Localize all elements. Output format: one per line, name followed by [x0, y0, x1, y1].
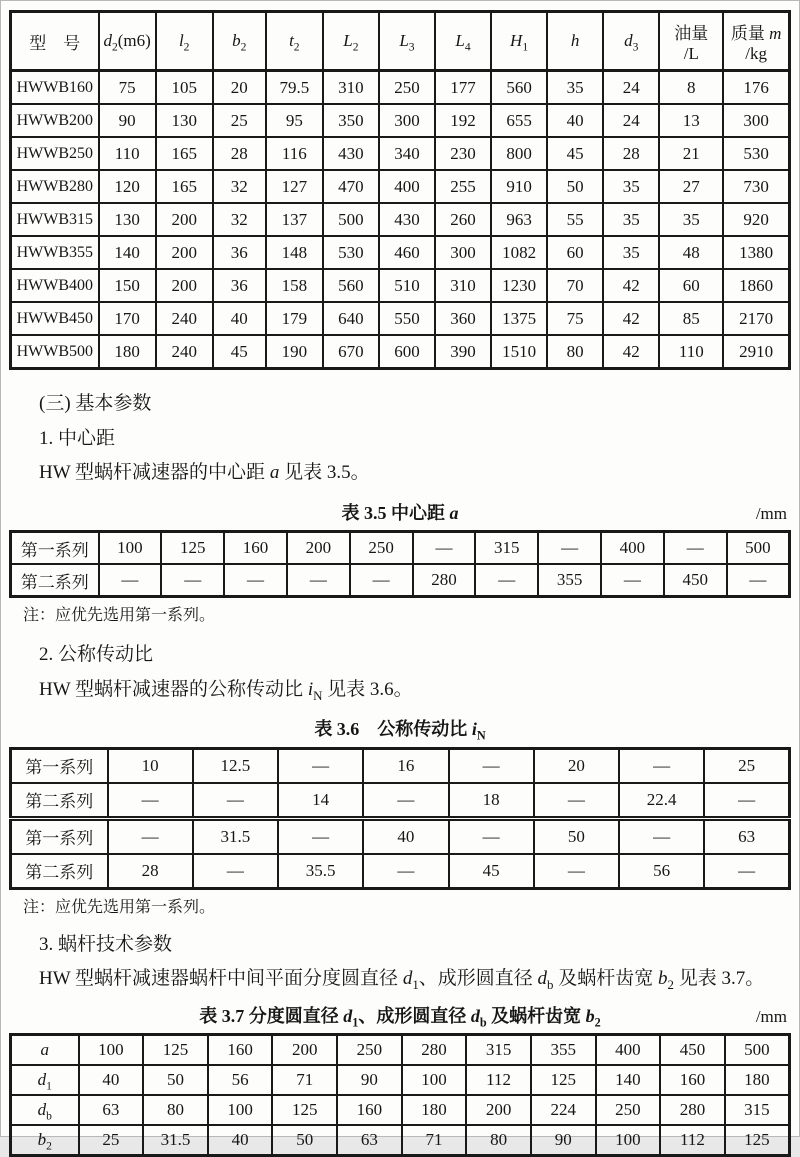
- table-cell: 200: [156, 203, 213, 236]
- heading-nominal-ratio: 2. 公称传动比: [39, 644, 154, 666]
- table-cell: 165: [156, 170, 213, 203]
- table-cell: 920: [723, 203, 789, 236]
- paragraph-nominal-ratio: HW 型蜗杆减速器的公称传动比 $i_N$ 见表 3.6。: [39, 678, 413, 703]
- table-row: [11, 854, 790, 889]
- table-cell: 200: [466, 1095, 531, 1125]
- table-cell: 80: [143, 1095, 208, 1125]
- table-cell: 25: [213, 104, 266, 137]
- row-label: HWWB280: [11, 170, 99, 203]
- table-cell: 40: [547, 104, 603, 137]
- table-cell: —: [363, 854, 448, 889]
- table-cell: 100: [596, 1125, 661, 1156]
- row-label: 第二系列: [11, 783, 108, 819]
- table-cell: 910: [491, 170, 547, 203]
- table-cell: 315: [466, 1035, 531, 1066]
- column-header: $b_2$: [213, 12, 266, 71]
- table-cell: 240: [156, 302, 213, 335]
- table-cell: 560: [491, 71, 547, 105]
- table-cell: —: [413, 532, 476, 565]
- table-cell: 56: [619, 854, 704, 889]
- table-cell: 40: [213, 302, 266, 335]
- table-cell: 800: [491, 137, 547, 170]
- table-cell: 35: [547, 71, 603, 105]
- table-cell: 116: [266, 137, 323, 170]
- table-cell: 14: [278, 783, 363, 819]
- table-cell: 255: [435, 170, 491, 203]
- table-cell: —: [278, 818, 363, 854]
- table-cell: 140: [99, 236, 156, 269]
- table-cell: 300: [435, 236, 491, 269]
- table-cell: 31.5: [143, 1125, 208, 1156]
- table-cell: 390: [435, 335, 491, 369]
- table-cell: 430: [323, 137, 379, 170]
- table-cell: 280: [402, 1035, 467, 1066]
- table-cell: 85: [659, 302, 723, 335]
- table-cell: 28: [108, 854, 193, 889]
- table-row: [11, 137, 790, 170]
- table-cell: 460: [379, 236, 435, 269]
- table-cell: 160: [208, 1035, 273, 1066]
- table-cell: 340: [379, 137, 435, 170]
- row-label: HWWB160: [11, 71, 99, 105]
- table-cell: 192: [435, 104, 491, 137]
- table-cell: —: [350, 564, 413, 597]
- table-3-5-title-text: 表 3.5 中心距 a: [341, 502, 459, 523]
- table-cell: 70: [547, 269, 603, 302]
- table-cell: 190: [266, 335, 323, 369]
- table-cell: 35.5: [278, 854, 363, 889]
- table-cell: 45: [213, 335, 266, 369]
- table-cell: 250: [596, 1095, 661, 1125]
- table-cell: 50: [534, 818, 619, 854]
- table-cell: —: [363, 783, 448, 819]
- table-cell: 655: [491, 104, 547, 137]
- table-cell: 1230: [491, 269, 547, 302]
- table-cell: —: [278, 748, 363, 783]
- table-cell: 110: [659, 335, 723, 369]
- table-row: [11, 236, 790, 269]
- table-cell: —: [704, 783, 789, 819]
- table-cell: 400: [596, 1035, 661, 1066]
- table-cell: 100: [99, 532, 162, 565]
- table-cell: 470: [323, 170, 379, 203]
- table-cell: 60: [547, 236, 603, 269]
- table-cell: 50: [547, 170, 603, 203]
- section-heading-basic-parameters: (三) 基本参数: [39, 393, 152, 414]
- table-cell: 24: [603, 71, 659, 105]
- table-cell: 28: [603, 137, 659, 170]
- table-cell: 127: [266, 170, 323, 203]
- table-cell: 430: [379, 203, 435, 236]
- table-cell: 63: [79, 1095, 144, 1125]
- table-cell: 125: [272, 1095, 337, 1125]
- table-cell: 100: [402, 1065, 467, 1095]
- table-cell: —: [664, 532, 727, 565]
- table-cell: 510: [379, 269, 435, 302]
- table-cell: 963: [491, 203, 547, 236]
- table-cell: 200: [272, 1035, 337, 1066]
- table-cell: 32: [213, 203, 266, 236]
- table-3-7-unit: /mm: [755, 1007, 787, 1027]
- table-cell: 560: [323, 269, 379, 302]
- table-cell: 180: [725, 1065, 790, 1095]
- table-cell: 148: [266, 236, 323, 269]
- table-cell: 40: [208, 1125, 273, 1156]
- table-row: [11, 71, 790, 105]
- table-cell: 75: [547, 302, 603, 335]
- column-header: $t_2$: [266, 12, 323, 71]
- table-cell: 137: [266, 203, 323, 236]
- table-cell: 35: [603, 203, 659, 236]
- row-label: 第一系列: [11, 532, 99, 565]
- table-cell: 140: [596, 1065, 661, 1095]
- row-label: 第一系列: [11, 748, 108, 783]
- table-cell: 80: [547, 335, 603, 369]
- table-cell: 240: [156, 335, 213, 369]
- table-cell: 160: [224, 532, 287, 565]
- table-cell: 13: [659, 104, 723, 137]
- table-cell: 32: [213, 170, 266, 203]
- column-header: $L_2$: [323, 12, 379, 71]
- table-cell: 21: [659, 137, 723, 170]
- table-3-5-unit: /mm: [755, 503, 787, 523]
- table-3-7-title-text: 表 3.7 分度圆直径 $d_1$、成形圆直径 $d_b$ 及蜗杆齿宽 $b_2$: [199, 1005, 601, 1030]
- table-3-6-title-text: 表 3.6 公称传动比 $i_N$: [314, 719, 486, 743]
- table-cell: 45: [547, 137, 603, 170]
- table-cell: 500: [323, 203, 379, 236]
- column-header: 油量 /L: [659, 12, 723, 71]
- table-cell: 31.5: [193, 818, 278, 854]
- header-row: [11, 12, 790, 71]
- table-cell: 22.4: [619, 783, 704, 819]
- table-3-7-title: [9, 1006, 791, 1028]
- table-row: [11, 532, 790, 565]
- row-label: HWWB355: [11, 236, 99, 269]
- row-label: 第二系列: [11, 854, 108, 889]
- table-cell: 125: [143, 1035, 208, 1066]
- table-cell: 110: [99, 137, 156, 170]
- heading-center-distance: 1. 中心距: [39, 427, 116, 449]
- table-cell: 75: [99, 71, 156, 105]
- table-cell: 315: [475, 532, 538, 565]
- table-cell: 35: [603, 236, 659, 269]
- column-header: $H_1$: [491, 12, 547, 71]
- table-row: [11, 170, 790, 203]
- table-cell: 730: [723, 170, 789, 203]
- table-cell: 16: [363, 748, 448, 783]
- table-cell: 25: [704, 748, 789, 783]
- table-cell: 20: [213, 71, 266, 105]
- table-cell: —: [193, 783, 278, 819]
- row-label: $d_b$: [11, 1095, 79, 1125]
- table-cell: 500: [727, 532, 790, 565]
- table-cell: 90: [531, 1125, 596, 1156]
- column-header: h: [547, 12, 603, 71]
- table-row: [11, 748, 790, 783]
- table-cell: 230: [435, 137, 491, 170]
- table-cell: —: [534, 783, 619, 819]
- row-label: HWWB400: [11, 269, 99, 302]
- table-cell: 125: [725, 1125, 790, 1156]
- table-3-5-title: [9, 503, 791, 525]
- table-3-6-title: [9, 719, 791, 741]
- table-cell: 63: [337, 1125, 402, 1156]
- table-cell: —: [475, 564, 538, 597]
- table-cell: 35: [603, 170, 659, 203]
- table-cell: 670: [323, 335, 379, 369]
- paragraph-center-distance: HW 型蜗杆减速器的中心距 a 见表 3.5。: [39, 462, 370, 484]
- table-cell: —: [224, 564, 287, 597]
- row-label: 第二系列: [11, 564, 99, 597]
- table-cell: 100: [208, 1095, 273, 1125]
- row-label: 第一系列: [11, 818, 108, 854]
- table-cell: 1860: [723, 269, 789, 302]
- column-header: 质量 m /kg: [723, 12, 789, 71]
- column-header: $L_3$: [379, 12, 435, 71]
- row-label: $d_1$: [11, 1065, 79, 1095]
- table-cell: 90: [99, 104, 156, 137]
- table-cell: 112: [466, 1065, 531, 1095]
- table-cell: 55: [547, 203, 603, 236]
- row-label: HWWB250: [11, 137, 99, 170]
- heading-worm-parameters: 3. 蜗杆技术参数: [39, 933, 173, 955]
- table-cell: 1380: [723, 236, 789, 269]
- table-cell: 400: [601, 532, 664, 565]
- table-cell: 50: [143, 1065, 208, 1095]
- table-cell: 100: [79, 1035, 144, 1066]
- table-cell: —: [99, 564, 162, 597]
- table-cell: 250: [350, 532, 413, 565]
- table-cell: 71: [272, 1065, 337, 1095]
- table-cell: 310: [323, 71, 379, 105]
- table-cell: 150: [99, 269, 156, 302]
- table-cell: 179: [266, 302, 323, 335]
- table-cell: 50: [272, 1125, 337, 1156]
- table-cell: 176: [723, 71, 789, 105]
- center-distance-table: [9, 530, 791, 598]
- table-cell: 24: [603, 104, 659, 137]
- column-header: $l_2$: [156, 12, 213, 71]
- table-cell: —: [619, 818, 704, 854]
- dimension-table: [9, 10, 791, 370]
- table-cell: 355: [531, 1035, 596, 1066]
- table-cell: 27: [659, 170, 723, 203]
- table-cell: 40: [363, 818, 448, 854]
- table-cell: 260: [435, 203, 491, 236]
- table-cell: 1510: [491, 335, 547, 369]
- table-cell: 224: [531, 1095, 596, 1125]
- table-cell: 125: [161, 532, 224, 565]
- table-cell: 95: [266, 104, 323, 137]
- table-cell: 25: [79, 1125, 144, 1156]
- table-cell: 1375: [491, 302, 547, 335]
- table-cell: 45: [449, 854, 534, 889]
- nominal-ratio-table: [9, 747, 791, 890]
- table-row: [11, 564, 790, 597]
- table-cell: 12.5: [193, 748, 278, 783]
- table-cell: 20: [534, 748, 619, 783]
- table-cell: 36: [213, 236, 266, 269]
- table-cell: 36: [213, 269, 266, 302]
- table-cell: 310: [435, 269, 491, 302]
- column-header: $d_3$: [603, 12, 659, 71]
- table-cell: 8: [659, 71, 723, 105]
- table-row: [11, 818, 790, 854]
- table-cell: 180: [99, 335, 156, 369]
- table-cell: 315: [725, 1095, 790, 1125]
- table-cell: 200: [287, 532, 350, 565]
- row-label: HWWB200: [11, 104, 99, 137]
- table-cell: 42: [603, 302, 659, 335]
- table-cell: 160: [660, 1065, 725, 1095]
- column-header: 型 号: [11, 12, 99, 71]
- table-cell: —: [601, 564, 664, 597]
- table-row: [11, 269, 790, 302]
- table-row: [11, 302, 790, 335]
- table-cell: 28: [213, 137, 266, 170]
- table-cell: 63: [704, 818, 789, 854]
- table-cell: —: [108, 783, 193, 819]
- table-cell: 2910: [723, 335, 789, 369]
- table-cell: 200: [156, 269, 213, 302]
- worm-diameter-table: [9, 1033, 791, 1157]
- table-cell: —: [704, 854, 789, 889]
- table-cell: 125: [531, 1065, 596, 1095]
- column-header: $L_4$: [435, 12, 491, 71]
- table-cell: 360: [435, 302, 491, 335]
- table-3-6-note: 注：应优先选用第一系列。: [23, 898, 216, 916]
- table-cell: 18: [449, 783, 534, 819]
- row-label: HWWB500: [11, 335, 99, 369]
- table-row: [11, 1065, 790, 1095]
- table-cell: 180: [402, 1095, 467, 1125]
- table-cell: 130: [99, 203, 156, 236]
- table-cell: 350: [323, 104, 379, 137]
- table-cell: 165: [156, 137, 213, 170]
- table-cell: 105: [156, 71, 213, 105]
- table-cell: 120: [99, 170, 156, 203]
- table-cell: 300: [379, 104, 435, 137]
- table-cell: —: [534, 854, 619, 889]
- table-cell: 35: [659, 203, 723, 236]
- table-cell: 79.5: [266, 71, 323, 105]
- table-3-5-note: 注：应优先选用第一系列。: [23, 607, 216, 625]
- table-cell: 71: [402, 1125, 467, 1156]
- table-cell: 450: [664, 564, 727, 597]
- table-row: [11, 1095, 790, 1125]
- table-cell: 530: [323, 236, 379, 269]
- table-row: [11, 203, 790, 236]
- table-cell: 56: [208, 1065, 273, 1095]
- table-row: [11, 104, 790, 137]
- table-cell: 250: [379, 71, 435, 105]
- table-row: [11, 783, 790, 819]
- table-cell: 40: [79, 1065, 144, 1095]
- table-cell: 90: [337, 1065, 402, 1095]
- table-cell: —: [161, 564, 224, 597]
- table-cell: 170: [99, 302, 156, 335]
- table-cell: 600: [379, 335, 435, 369]
- table-cell: 112: [660, 1125, 725, 1156]
- table-cell: 280: [660, 1095, 725, 1125]
- table-cell: 130: [156, 104, 213, 137]
- table-cell: 355: [538, 564, 601, 597]
- table-cell: —: [619, 748, 704, 783]
- table-cell: 177: [435, 71, 491, 105]
- paragraph-worm-parameters: HW 型蜗杆减速器蜗杆中间平面分度圆直径 $d_1$、成形圆直径 $d_b$ 及蜗杆齿宽 $b_2$ 见表 3.7。: [39, 968, 765, 993]
- table-cell: 530: [723, 137, 789, 170]
- table-cell: 48: [659, 236, 723, 269]
- table-cell: —: [108, 818, 193, 854]
- row-label: a: [11, 1035, 79, 1066]
- table-cell: 550: [379, 302, 435, 335]
- table-row: [11, 335, 790, 369]
- table-cell: 42: [603, 269, 659, 302]
- table-cell: 250: [337, 1035, 402, 1066]
- table-cell: 500: [725, 1035, 790, 1066]
- row-label: HWWB315: [11, 203, 99, 236]
- table-cell: 300: [723, 104, 789, 137]
- table-cell: 200: [156, 236, 213, 269]
- table-row: [11, 1035, 790, 1066]
- table-cell: —: [538, 532, 601, 565]
- table-cell: 10: [108, 748, 193, 783]
- table-cell: 1082: [491, 236, 547, 269]
- row-label: $b_2$: [11, 1125, 79, 1156]
- table-cell: 80: [466, 1125, 531, 1156]
- row-label: HWWB450: [11, 302, 99, 335]
- table-cell: 60: [659, 269, 723, 302]
- table-cell: 280: [413, 564, 476, 597]
- table-cell: 160: [337, 1095, 402, 1125]
- table-row: [11, 1125, 790, 1156]
- table-cell: —: [287, 564, 350, 597]
- table-cell: —: [449, 748, 534, 783]
- table-cell: —: [727, 564, 790, 597]
- table-cell: 42: [603, 335, 659, 369]
- table-cell: 2170: [723, 302, 789, 335]
- table-cell: —: [449, 818, 534, 854]
- table-cell: 158: [266, 269, 323, 302]
- table-cell: 450: [660, 1035, 725, 1066]
- table-cell: 640: [323, 302, 379, 335]
- column-header: $d_2(m6)$: [99, 12, 156, 71]
- table-cell: 400: [379, 170, 435, 203]
- table-cell: —: [193, 854, 278, 889]
